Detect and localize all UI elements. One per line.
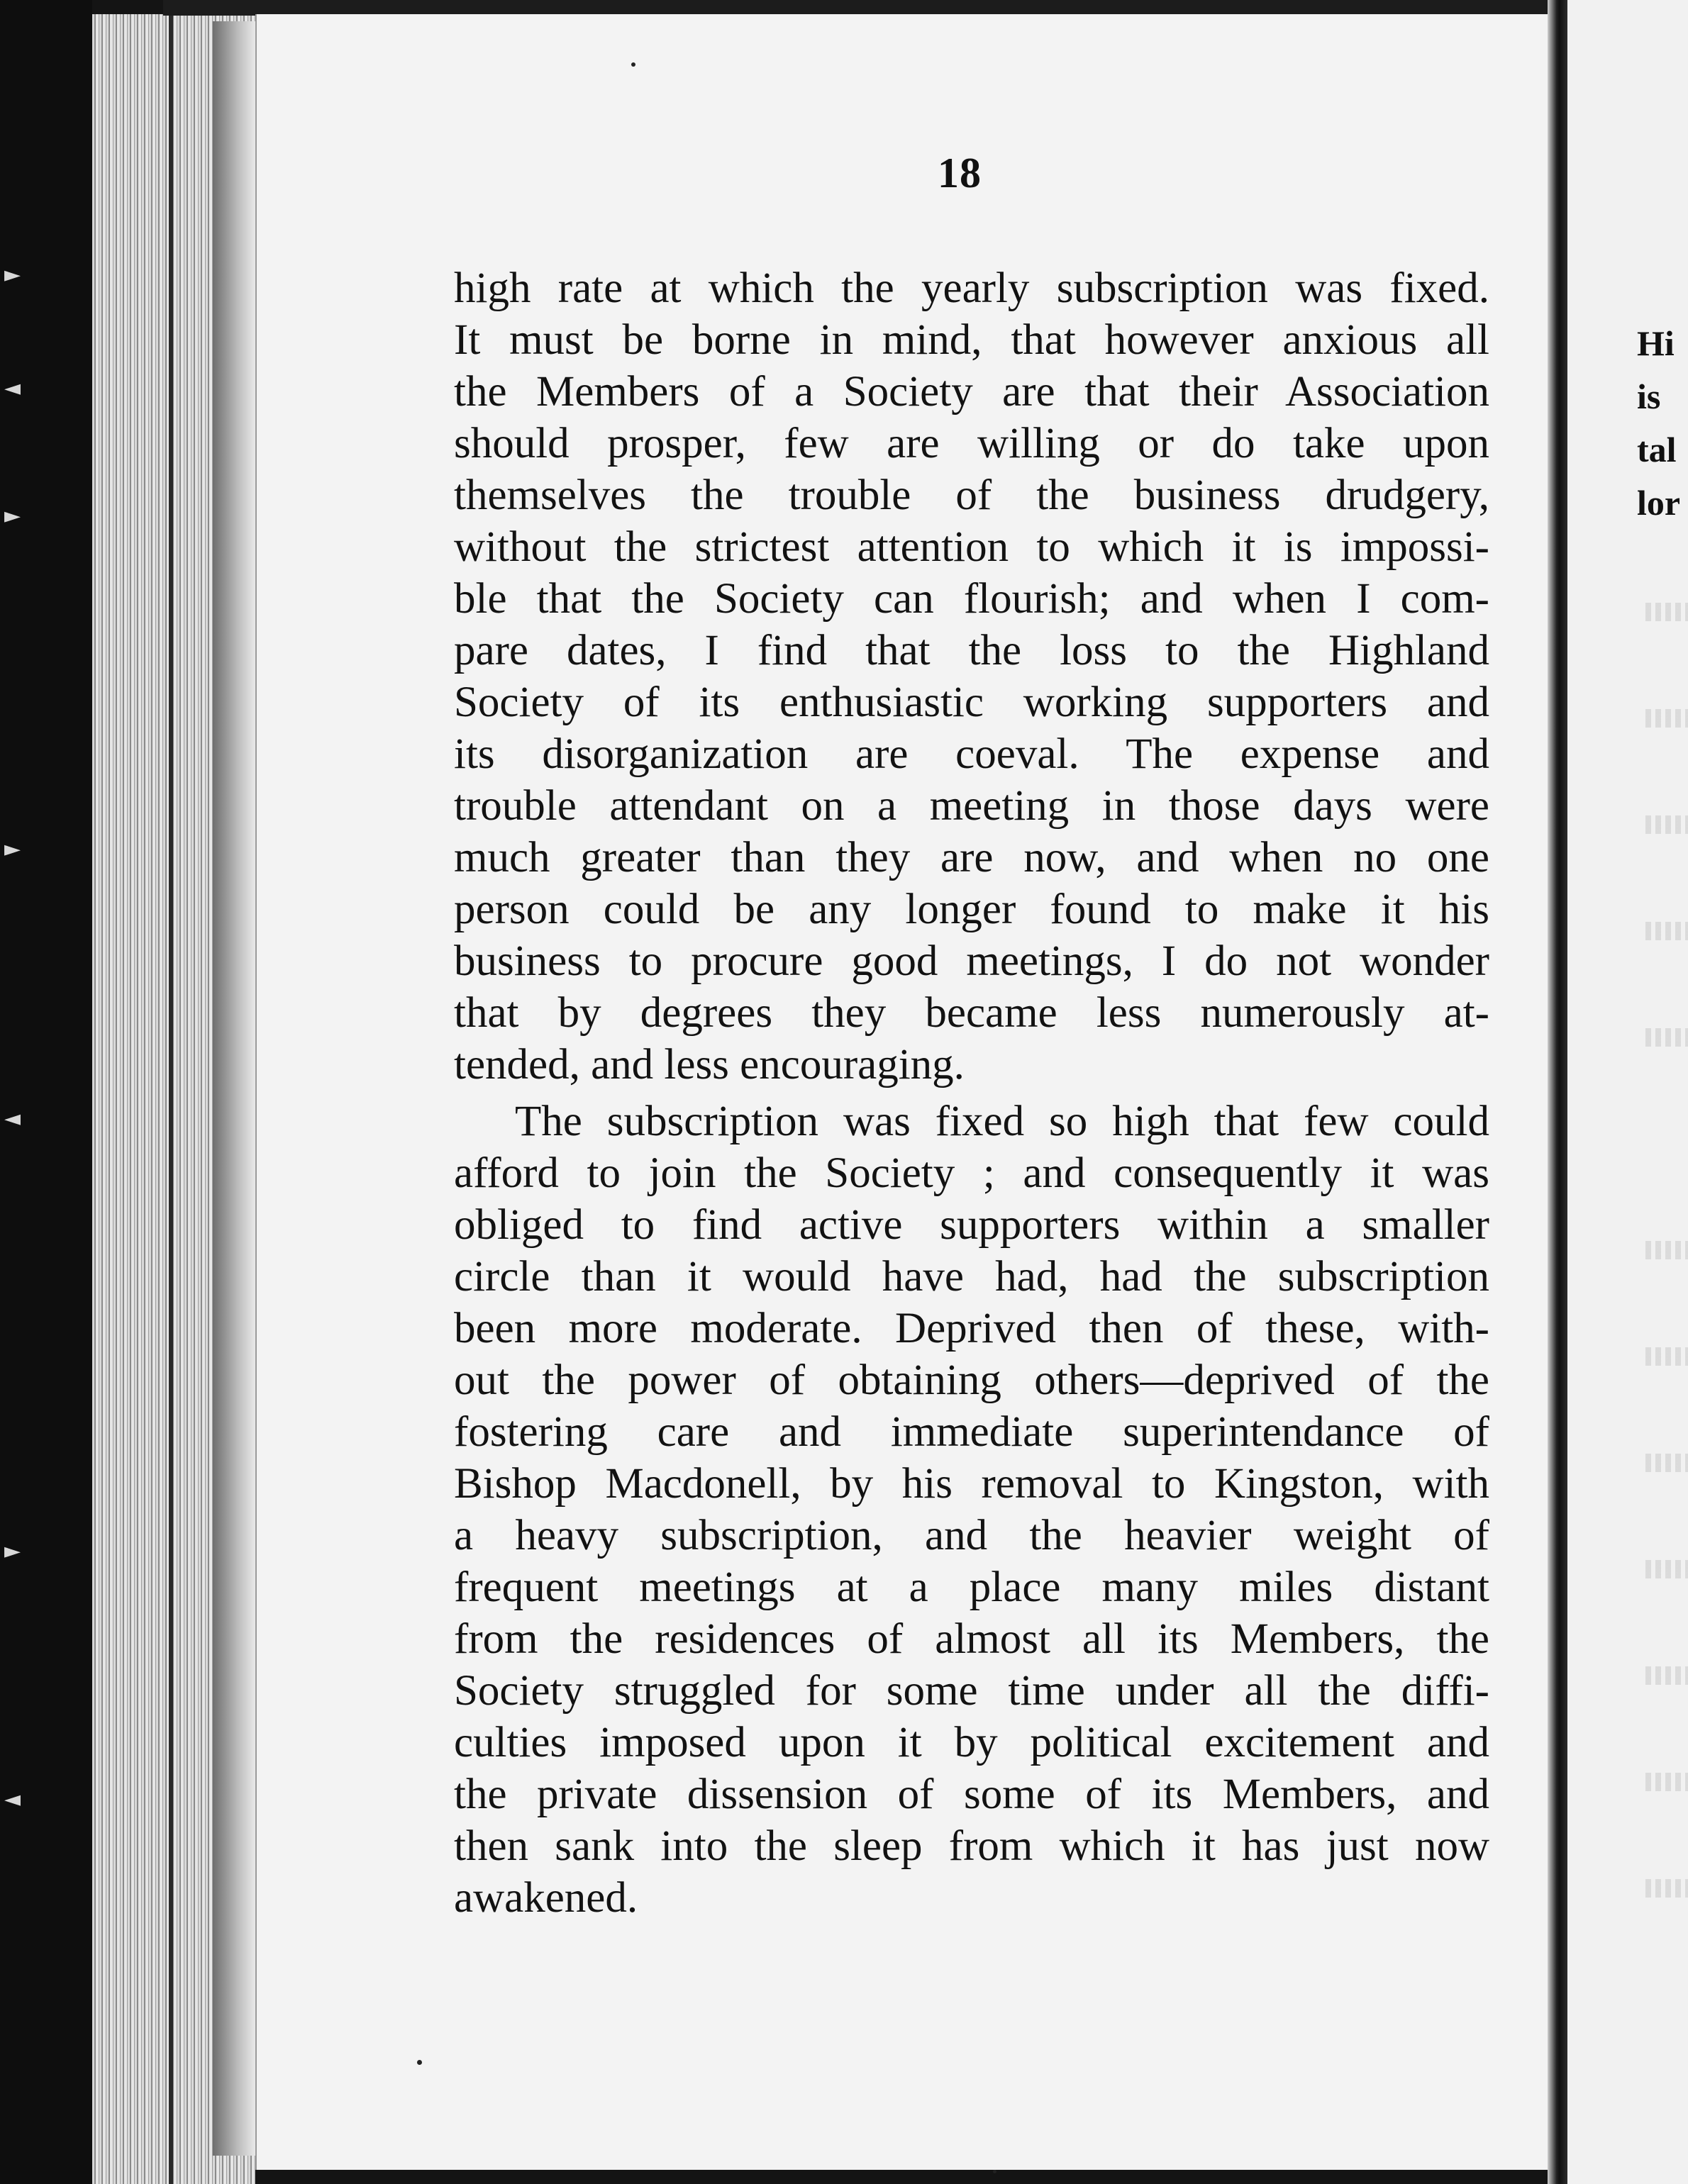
text-line: high rate at which the yearly subscription was fixed. [454,264,1489,312]
show-through-text [1645,922,1688,940]
scan-speck [417,2060,422,2065]
show-through-text [1645,1241,1688,1259]
text-line: should prosper, few are willing or do take upon [454,420,1489,467]
text-line: frequent meetings at a place many miles distant [454,1564,1489,1611]
adjacent-page-fragment: Hi [1637,323,1675,363]
edge-mark: ◄ [4,1787,21,1812]
text-line: tended, and less encouraging. [454,1041,965,1088]
show-through-text [1645,1879,1688,1898]
show-through-text [1645,1347,1688,1366]
show-through-text [1645,603,1688,621]
text-line: the private dissension of some of its Members, and [454,1771,1489,1818]
text-line: pare dates, I find that the loss to the Highland [454,627,1489,674]
adjacent-page-fragment: lor [1637,483,1681,523]
text-line: The subscription was fixed so high that few could [515,1098,1489,1145]
text-line: a heavy subscription, and the heavier weight of [454,1512,1489,1559]
show-through-text [1645,709,1688,728]
page-gutter [1548,0,1567,2184]
adjacent-page [1567,0,1688,2184]
text-line: fostering care and immediate superintendance of [454,1408,1489,1456]
scan-backdrop [0,0,92,2184]
text-line: obliged to find active supporters within a smaller [454,1201,1489,1249]
text-line: from the residences of almost all its Members, the [454,1615,1489,1663]
text-line: culties imposed upon it by political excitement and [454,1719,1489,1766]
adjacent-page-fragment: is [1637,377,1661,416]
text-line: out the power of obtaining others—deprived of the [454,1356,1489,1404]
show-through-text [1645,1773,1688,1791]
edge-mark: ◄ [4,1106,21,1131]
show-through-text [1645,1666,1688,1685]
show-through-text [1645,1560,1688,1578]
text-line: its disorganization are coeval. The expense and [454,730,1489,778]
text-line: person could be any longer found to make it his [454,886,1489,933]
page-number: 18 [938,150,982,196]
top-edge [163,0,1688,16]
edge-mark: ► [4,503,21,528]
edge-mark: ◄ [4,376,21,401]
show-through-text [1645,815,1688,834]
adjacent-page-fragment: tal [1637,430,1677,469]
text-line: themselves the trouble of the business drudgery, [454,472,1489,519]
text-line: trouble attendant on a meeting in those days were [454,782,1489,830]
text-line: Society of its enthusiastic working supporters and [454,679,1489,726]
text-line: It must be borne in mind, that however anxious all [454,316,1489,364]
scan-speck [993,2170,996,2173]
text-line: that by degrees they became less numerously at- [454,989,1489,1037]
text-line: the Members of a Society are that their Association [454,368,1489,416]
text-line: awakened. [454,1874,638,1922]
text-line: afford to join the Society ; and consequently it was [454,1149,1489,1197]
show-through-text [1645,1454,1688,1472]
text-line: been more moderate. Deprived then of these, with- [454,1305,1489,1352]
text-line: then sank into the sleep from which it has just now [454,1822,1489,1870]
text-line: circle than it would have had, had the subscription [454,1253,1489,1300]
text-line: Society struggled for some time under all the diffi- [454,1667,1489,1715]
show-through-text [1645,1028,1688,1047]
text-line: business to procure good meetings, I do not wonder [454,937,1489,985]
edge-mark: ► [4,262,21,287]
edge-mark: ► [4,1539,21,1564]
text-line: without the strictest attention to which it is impossi- [454,523,1489,571]
text-line: much greater than they are now, and when no one [454,834,1489,881]
binding-line [169,0,173,2184]
text-line: Bishop Macdonell, by his removal to Kingston, with [454,1460,1489,1508]
page-edge-shadow [213,21,255,2156]
scan-speck [631,62,635,67]
text-line: ble that the Society can flourish; and when I com- [454,575,1489,623]
edge-mark: ► [4,837,21,862]
